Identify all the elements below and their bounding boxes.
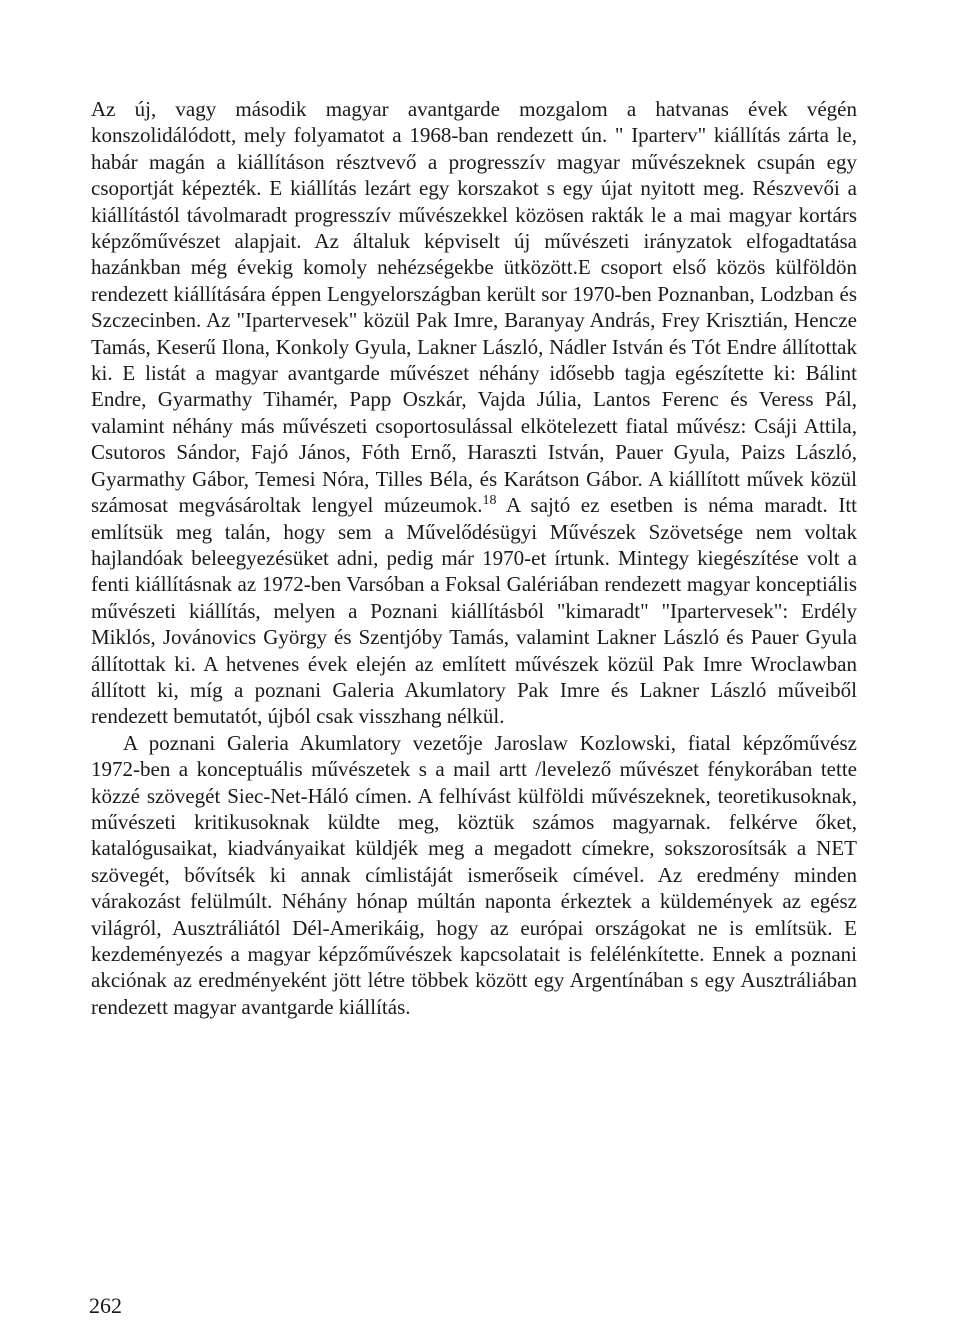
paragraph-1-continuation: A sajtó ez esetben is néma maradt. Itt említsük meg talán, hogy sem a Művelődésügyi Művészek Szövetsége nem voltak hajlandóak beleegyezésüket adni, pedig már 1970-et írtunk. Mintegy kiegészítése volt a fenti kiállításnak az 1972-ben Varsóban a Foksal Galériában rendezett magyar konceptiális művészeti kiállítás, melyen a Poznani kiállításból "kimaradt" "Ipartervesek": Erdély Miklós, Jovánovics György és Szentjóby Tamás, valamint Lakner László és Pauer Gyula állítottak ki. A hetvenes évek elején az említett művészek közül Pak Imre Wroclawban állított ki, míg a poznani Galeria Akumlatory Pak Imre és Lakner László műveiből rendezett bemutatót, újból csak visszhang nélkül. — [91, 493, 857, 729]
paragraph-1-text: Az új, vagy második magyar avantgarde mozgalom a hatvanas évek végén konszolidálódott, mely folyamatot a 1968-ban rendezett ún. " Iparterv" kiállítás zárta le, habár magán a kiállításon résztvevő a progresszív magyar művészeknek csupán egy csoportját képezték. E kiállítás lezárt egy korszakot s egy újat nyitott meg. Részvevői a kiállítástól távolmaradt progresszív művészekkel közösen rakták le a mai magyar kortárs képzőművészet alapjait. Az általuk képviselt új művészeti irányzatok elfogadtatása hazánkban még évekig komoly nehézségekbe ütközött.E csoport első közös külföldön rendezett kiállítására éppen Lengyelországban került sor 1970-ben Poznanban, Lodzban és Szczecinben. Az "Ipartervesek" közül Pak Imre, Baranyay András, Frey Krisztián, Hencze Tamás, Keserű Ilona, Konkoly Gyula, Lakner László, Nádler István és Tót Endre állítottak ki. E listát a magyar avantgarde művészet néhány idősebb tagja egészítette ki: Bálint Endre, Gyarmathy Tihamér, Papp Oszkár, Vajda Júlia, Lantos Ferenc és Veress Pál, valamint néhány más művészeti csoportosulással elkötelezett fiatal művész: Csáji Attila, Csutoros Sándor, Fajó János, Fóth Ernő, Haraszti István, Pauer Gyula, Paizs László, Gyarmathy Gábor, Temesi Nóra, Tilles Béla, és Karátson Gábor. A kiállított művek közül számosat megvásároltak lengyel múzeumok. — [91, 97, 857, 518]
paragraph-2: A poznani Galeria Akumlatory vezetője Jaroslaw Kozlowski, fiatal képzőművész 1972-ben a konceptuális művészetek s a mail artt /levelező művészet fénykorában tette közzé szövegét Siec-Net-Háló címen. A felhívást külföldi művészeknek, teoretikusoknak, művészeti kritikusoknak küldte meg, köztük számos magyarnak. felkérve őket, katalógusaikat, kiadványaikat küldjék meg a megadott címekre, sokszorosítsák a NET szövegét, bővítsék ki annak címlistáját ismerőseik címével. Az eredmény minden várakozást felülmúlt. Néhány hónap múltán naponta érkeztek a küldemények az egész világról, Ausztráliától Dél-Amerikáig, hogy az európai országokat ne is említsük. E kezdeményezés a magyar képzőművészek kapcsolatait is felélénkítette. Ennek a poznani akciónak az eredményeként jött létre többek között egy Argentínában s egy Ausztráliában rendezett magyar avantgarde kiállítás. — [91, 730, 857, 1019]
footnote-reference: 18 — [482, 493, 497, 509]
page-number: 262 — [89, 1293, 122, 1318]
body-text — [91, 96, 857, 1020]
paragraph-1 — [91, 96, 857, 730]
